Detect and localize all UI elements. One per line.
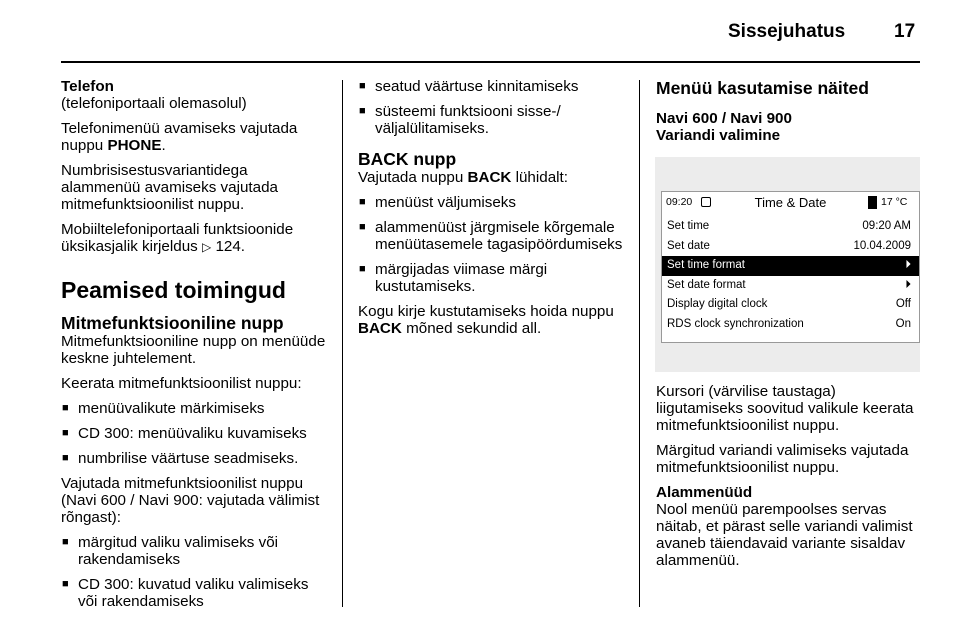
submenu-paragraph: Nool menüü parempoolses servas näitab, et pärast selle variandi valimist avaneb täiendavaid variante sisaldav alammenüü.	[656, 501, 913, 569]
list-item: ■ seatud väärtuse kinnitamiseks	[358, 78, 628, 95]
list-item: ■ süsteemi funktsiooni sisse-/ väljalülitamiseks.	[358, 103, 628, 137]
column-1	[61, 78, 329, 618]
telefon-paragraph-1: Telefonimenüü avamiseks vajutada nuppu PHONE.	[61, 120, 298, 154]
list-item: ■ alammenüüst järgmisele kõrgemale menüütasemele tagasipöördumiseks	[358, 219, 628, 253]
variant-heading: Variandi valimine	[656, 127, 781, 144]
telefon-subtitle: (telefoniportaali olemasolul)	[61, 95, 247, 112]
multi-paragraph-3: Vajutada mitmefunktsioonilist nuppu (Navi 600 / Navi 900: vajutada välimist rõngast):	[61, 475, 320, 526]
header-title: Sissejuhatus	[728, 21, 846, 42]
list-item: ■ numbrilise väärtuse seadmiseks.	[61, 450, 329, 467]
multi-heading: Mitmefunktsiooniline nupp	[61, 313, 284, 333]
main-heading: Peamised toimingud	[61, 277, 286, 303]
navi-heading: Navi 600 / Navi 900	[656, 110, 792, 127]
menu-examples-heading: Menüü kasutamise näited	[656, 78, 869, 98]
column-2	[358, 78, 628, 345]
list-item: ■ märgitud valiku valimiseks või rakendamiseks	[61, 534, 329, 568]
screen-title: Time & Date	[754, 195, 827, 210]
menu-row-set-time-format[interactable]: Set time format ⏵	[662, 256, 919, 276]
list-item: ■ märgijadas viimase märgi kustutamiseks.	[358, 261, 628, 295]
screen-menu	[662, 217, 919, 334]
bullet-list	[61, 400, 329, 467]
list-item: ■ menüüvalikute märkimiseks	[61, 400, 329, 417]
display-screen	[661, 191, 920, 343]
reference-arrow-icon: ▷	[201, 240, 212, 254]
list-item: ■ CD 300: menüüvaliku kuvamiseks	[61, 425, 329, 442]
menu-row-display-digital-clock[interactable]: Display digital clock Off	[667, 298, 911, 310]
bullet-list	[61, 534, 329, 610]
multi-paragraph-2: Keerata mitmefunktsioonilist nuppu:	[61, 375, 302, 392]
bullet-list	[358, 194, 628, 295]
back-heading: BACK nupp	[358, 149, 457, 169]
menu-row-rds-clock-sync[interactable]: RDS clock synchronization On	[667, 317, 911, 330]
chevron-right-icon: ⏵	[905, 278, 911, 291]
page-number: 17	[894, 21, 916, 42]
list-item: ■ CD 300: kuvatud valiku valimiseks või rakendamiseks	[61, 576, 329, 610]
variant-paragraph-2: Märgitud variandi valimiseks vajutada mitmefunktsioonilist nuppu.	[656, 442, 909, 476]
menu-row-set-date-format[interactable]: Set date format ⏵	[662, 276, 919, 296]
menu-row-set-date[interactable]: Set date 10.04.2009	[667, 239, 911, 252]
bullet-list	[358, 78, 628, 137]
telefon-paragraph-3: Mobiiltelefoniportaali funktsioonide üksikasjalik kirjeldus ▷ 124.	[61, 221, 294, 255]
back-paragraph-1: Vajutada nuppu BACK lühidalt:	[358, 169, 568, 186]
column-divider	[342, 80, 343, 607]
submenu-heading: Alammenüüd	[656, 484, 753, 501]
status-bar	[662, 192, 919, 214]
status-time: 09:20	[666, 196, 693, 208]
back-paragraph-2: Kogu kirje kustutamiseks hoida nuppu BACK mõned sekundid all.	[358, 303, 614, 337]
menu-row-set-time[interactable]: Set time 09:20 AM	[667, 220, 911, 232]
list-item: ■ menüüst väljumiseks	[358, 194, 628, 211]
multi-paragraph-1: Mitmefunktsiooniline nupp on menüüde keskne juhtelement.	[61, 333, 326, 367]
column-divider	[639, 80, 640, 607]
telefon-paragraph-2: Numbrisisestusvariantidega alammenüü avamiseks vajutada mitmefunktsioonilist nuppu.	[61, 162, 278, 213]
chevron-right-icon: ⏵	[905, 259, 911, 271]
status-temperature: 17 °C	[881, 196, 908, 208]
header-rule	[61, 61, 920, 63]
telefon-title: Telefon	[61, 78, 114, 95]
variant-paragraph-1: Kursori (värvilise taustaga) liigutamiseks soovitud valikule keerata mitmefunktsioonilist nuppu.	[656, 383, 914, 434]
phone-icon	[868, 196, 877, 209]
